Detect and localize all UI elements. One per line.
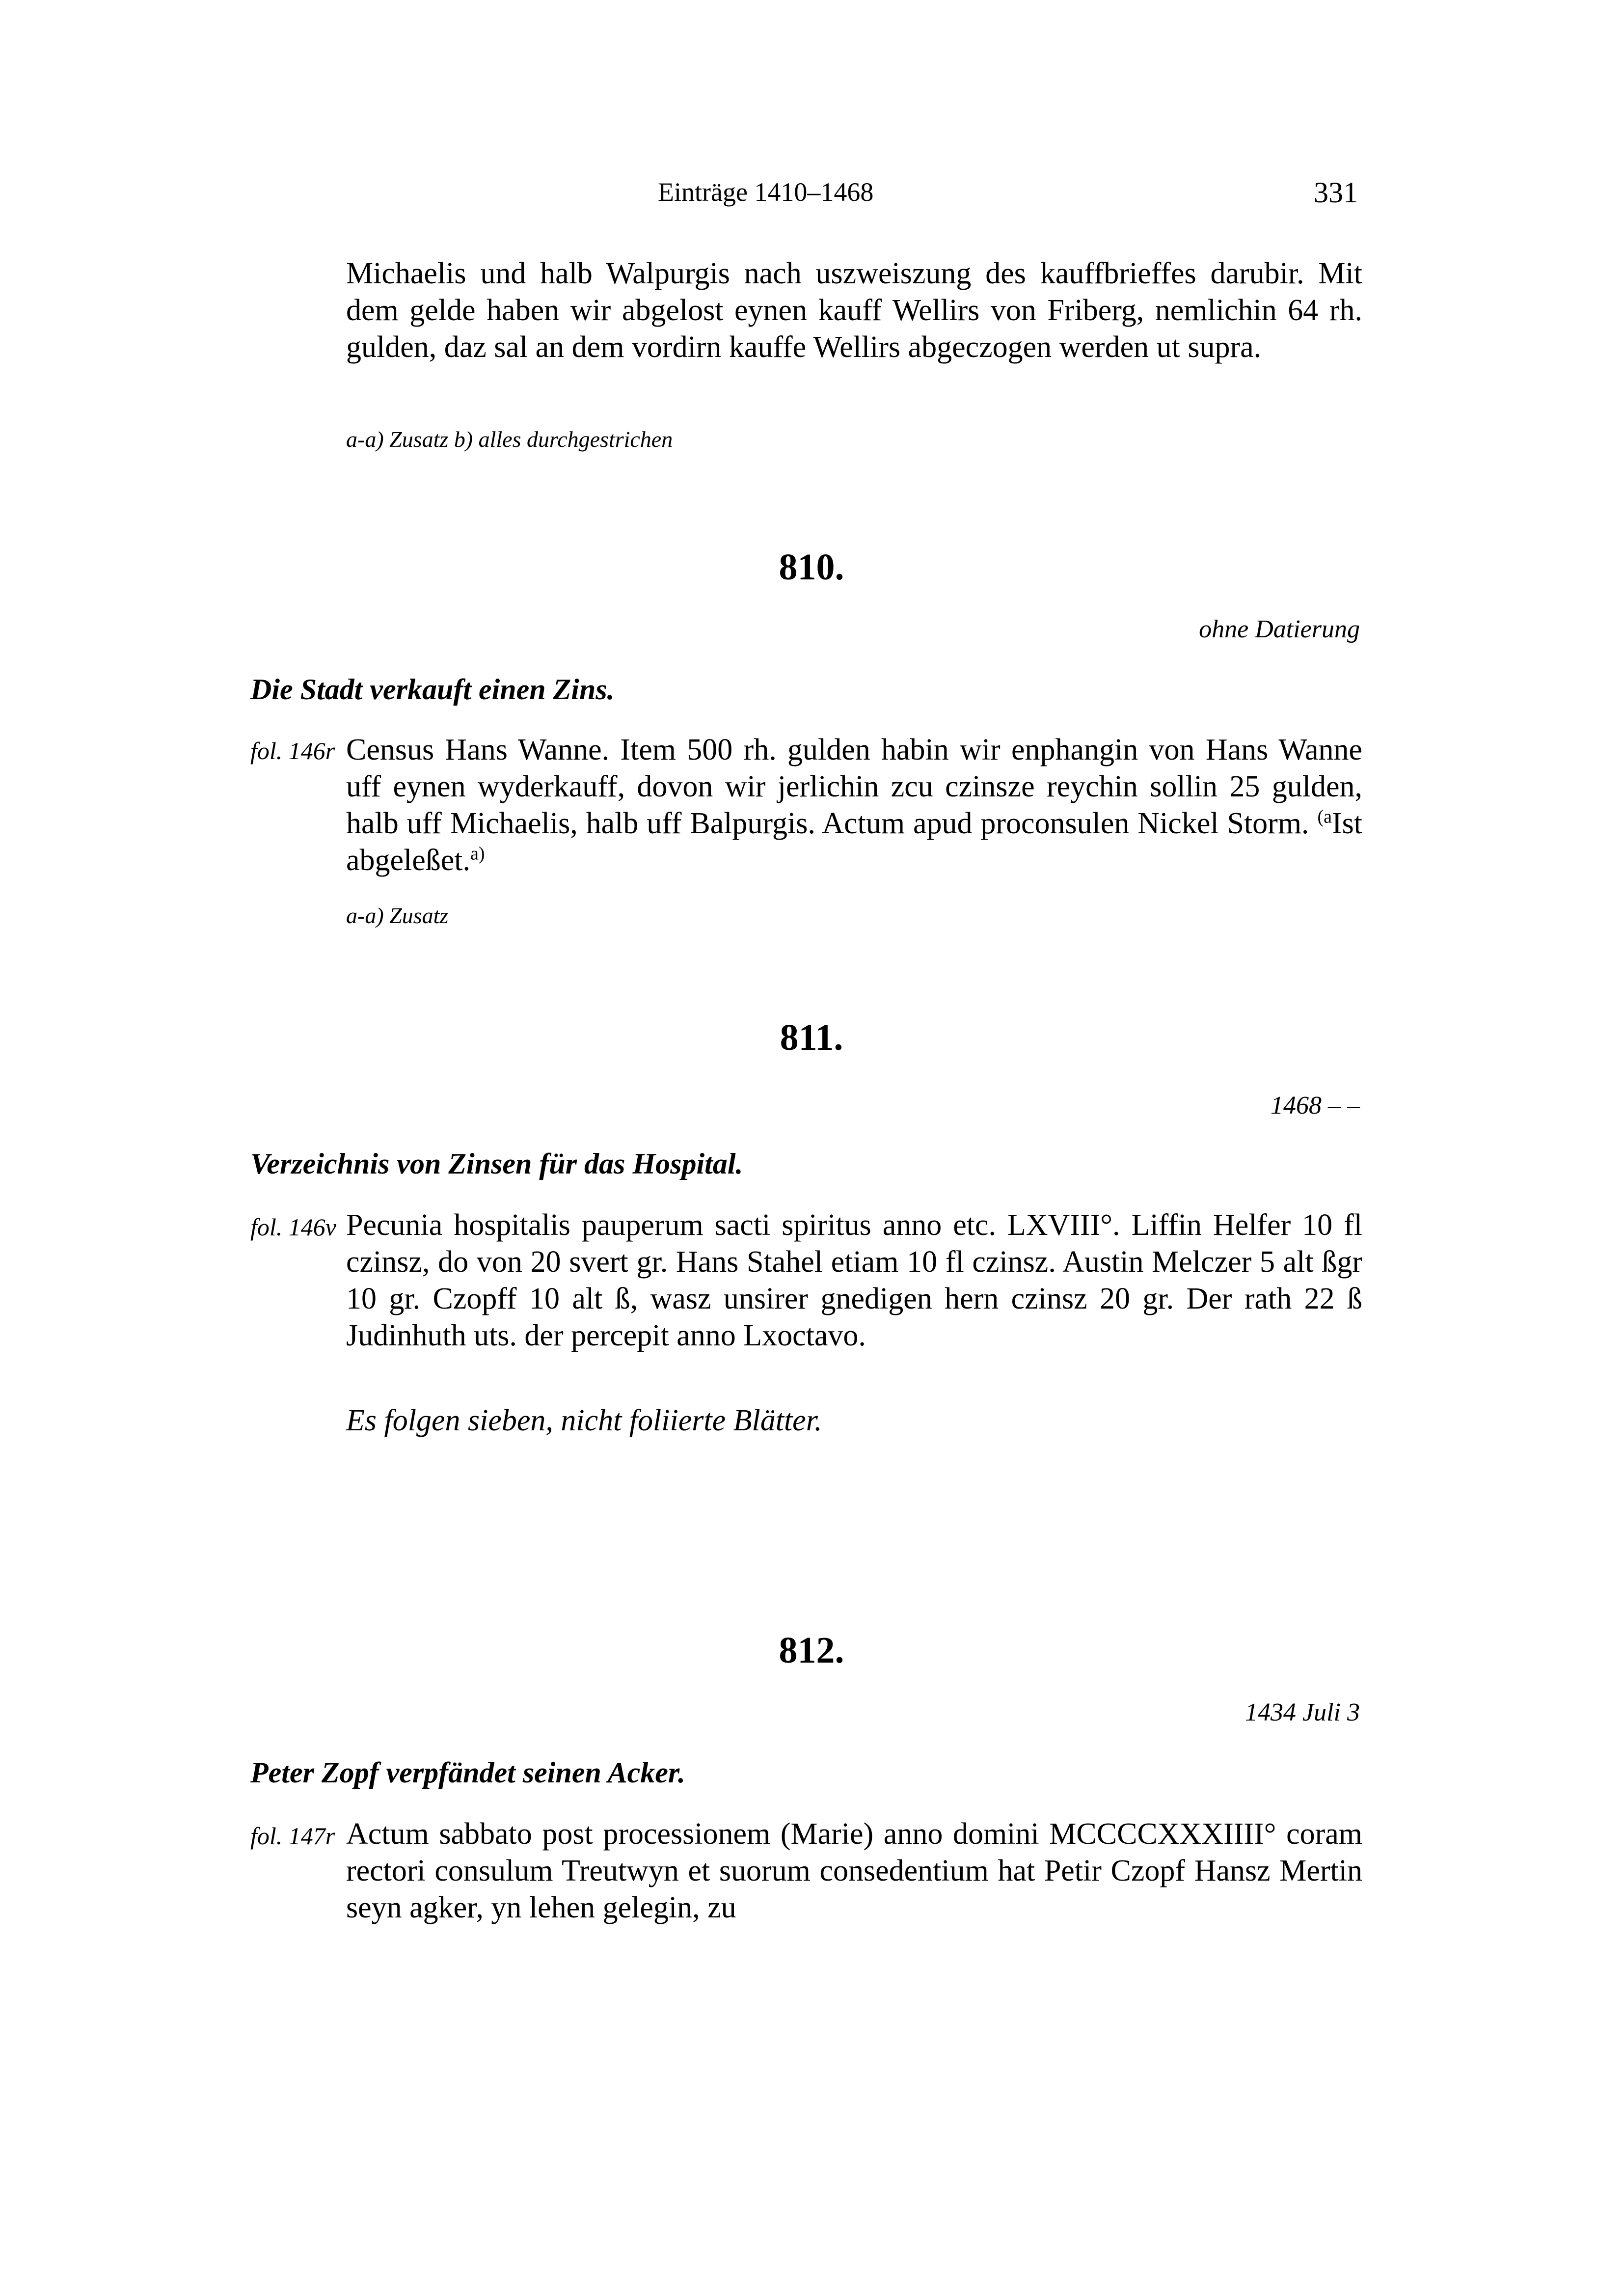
entry-date-812: 1434 Juli 3 xyxy=(1245,1698,1360,1726)
entry-date-810: ohne Datierung xyxy=(1199,615,1360,643)
intro-paragraph: Michaelis und halb Walpurgis nach uszweiszung des kauffbrieffes darubir. Mit dem gelde haben wir abgelost eynen kauff Wellirs von Friberg, nemlichin 64 rh. gulden, daz sal an dem vordirn kauffe Wellirs abgeczogen werden ut supra. xyxy=(346,257,1362,364)
page-number: 331 xyxy=(1314,176,1358,209)
folio-810: fol. 146r xyxy=(250,737,335,765)
entry-title-810: Die Stadt verkauft einen Zins. xyxy=(250,673,615,706)
entry-footnote-810: a-a) Zusatz xyxy=(346,903,449,928)
entry-text-810 xyxy=(346,732,1362,879)
entry-number-811: 811. xyxy=(780,1017,843,1058)
entry-text-810-main: Census Hans Wanne. Item 500 rh. gulden habin wir enphangin von Hans Wanne uff eynen wyderkauff, dovon wir jerlichin zcu czinsze reychin sollin 25 gulden, halb uff Michaelis, halb uff Balpurgis. Actum apud proconsulen Nickel Storm. xyxy=(346,733,1362,840)
entry-text-811: Pecunia hospitalis pauperum sacti spiritus anno etc. LXVIII°. Liffin Helfer 10 fl czinsz, do von 20 svert gr. Hans Stahel etiam 10 fl czinsz. Austin Melczer 5 alt ßgr 10 gr. Czopff 10 alt ß, wasz unsirer gnedigen hern czinsz 20 gr. Der rath 22 ß Judinhuth uts. der percepit anno Lxoctavo. xyxy=(346,1208,1362,1352)
folio-812: fol. 147r xyxy=(250,1822,335,1850)
entry-title-812: Peter Zopf verpfändet seinen Acker. xyxy=(250,1756,685,1789)
entry-number-810: 810. xyxy=(779,547,844,588)
entry-date-811: 1468 – – xyxy=(1271,1092,1360,1120)
running-title: Einträge 1410–1468 xyxy=(658,177,874,207)
intro-footnote: a-a) Zusatz b) alles durchgestrichen xyxy=(346,427,673,452)
entry-title-811: Verzeichnis von Zinsen für das Hospital. xyxy=(250,1148,743,1180)
addition-marker-close: a) xyxy=(470,843,485,864)
editorial-note-811: Es folgen sieben, nicht foliierte Blätter. xyxy=(346,1404,822,1437)
entry-text-810-addition: Ist abgeleßet. xyxy=(346,807,1362,877)
entry-text-812: Actum sabbato post processionem (Marie) anno domini MCCCCXXXIIII° coram rectori consulum Treutwyn et suorum consedentium hat Petir Czopf Hansz Mertin seyn agker, yn lehen gelegin, zu xyxy=(346,1817,1362,1924)
addition-marker-open: (a xyxy=(1317,806,1332,827)
entry-number-812: 812. xyxy=(779,1630,844,1671)
folio-811: fol. 146v xyxy=(250,1213,336,1241)
